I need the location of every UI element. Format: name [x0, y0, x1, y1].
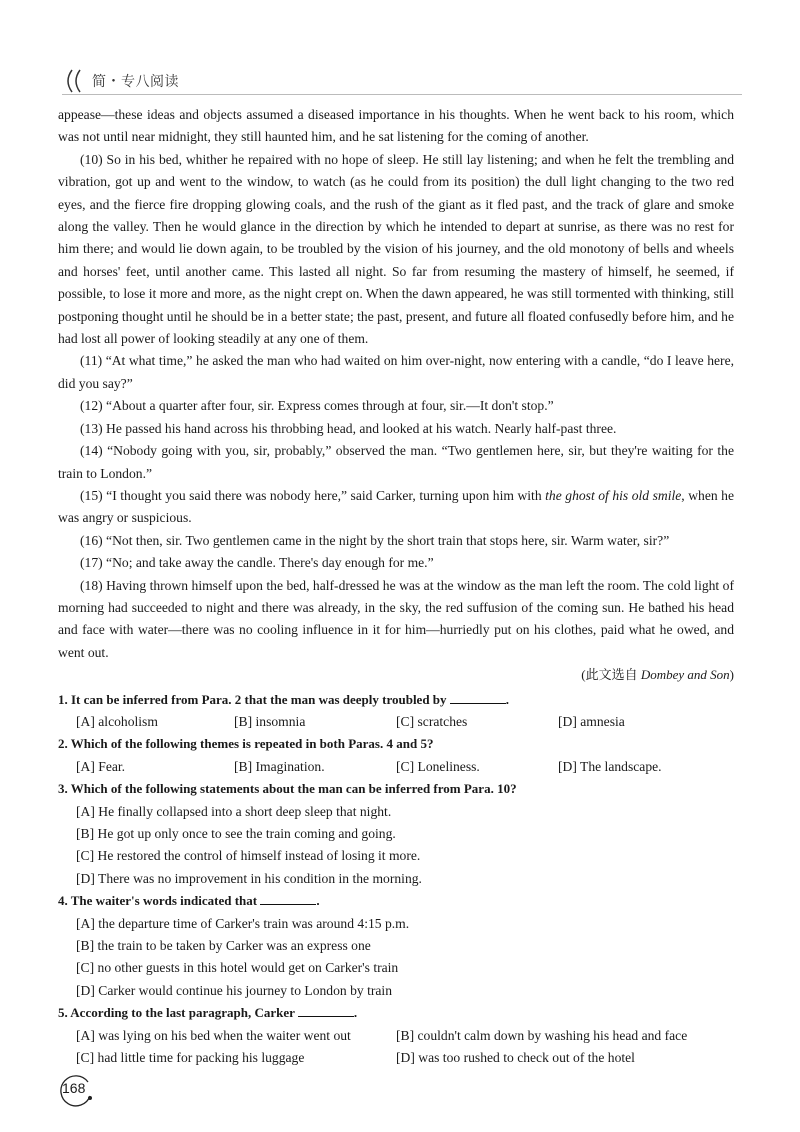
question-stem	[58, 1002, 734, 1024]
option-a[interactable]: [A] alcoholism	[76, 713, 158, 729]
page-number-badge	[58, 1072, 94, 1108]
option-c[interactable]: [C] scratches	[396, 713, 468, 729]
option-a[interactable]: [A] the departure time of Carker's train was around 4:15 p.m.	[76, 915, 410, 931]
page-header	[62, 66, 742, 96]
passage-paragraph: (11) “At what time,” he asked the man who had waited on him over-night, now entering with a candle, “do I leave here, did you say?”	[58, 353, 734, 391]
question-end: .	[353, 1005, 358, 1021]
option-b[interactable]: [B] insomnia	[234, 713, 306, 729]
options-row	[58, 711, 734, 733]
questions-section	[58, 689, 734, 1070]
option-d[interactable]: [D] There was no improvement in his condition in the morning.	[76, 870, 422, 886]
para15-text: (15) “I thought you said there was nobody here,” said Carker, turning upon him with	[80, 487, 546, 503]
answer-blank	[260, 892, 316, 905]
option-c[interactable]: [C] He restored the control of himself instead of losing it more.	[76, 848, 421, 864]
options-row	[58, 1025, 734, 1047]
option-c[interactable]: [C] had little time for packing his luggage	[76, 1050, 305, 1066]
option-a[interactable]: [A] was lying on his bed when the waiter went out	[76, 1027, 351, 1043]
source-citation	[581, 664, 734, 686]
answer-blank	[450, 691, 506, 704]
option-c[interactable]: [C] Loneliness.	[396, 758, 480, 774]
question-end: .	[505, 691, 510, 707]
passage-paragraph: (12) “About a quarter after four, sir. Express comes through at four, sir.—It don't stop.”	[80, 398, 554, 414]
question-stem	[58, 689, 734, 711]
options-row	[58, 1047, 734, 1069]
option-b[interactable]: [B] couldn't calm down by washing his head and face	[396, 1027, 688, 1043]
passage-paragraph: appease—these ideas and objects assumed a diseased importance in his thoughts. When he went back to his room, which was not until near midnight, they still haunted him, and he sat listening for the coming of another.	[58, 107, 734, 145]
page-content	[58, 104, 734, 1069]
bracket-logo-icon	[62, 68, 86, 94]
header-divider	[62, 94, 742, 95]
option-a[interactable]: [A] He finally collapsed into a short deep sleep that night.	[76, 803, 392, 819]
source-line	[58, 664, 734, 686]
question-stem	[58, 890, 734, 912]
para15-text-end: , when he was angry or suspicious.	[58, 487, 734, 526]
option-c[interactable]: [C] no other guests in this hotel would get on Carker's train	[76, 960, 399, 976]
option-d[interactable]: [D] Carker would continue his journey to London by train	[76, 982, 392, 998]
question-text: 5. According to the last paragraph, Carker	[58, 1005, 295, 1021]
passage-paragraph: (14) “Nobody going with you, sir, probably,” observed the man. “Two gentlemen here, sir, but they're waiting for the train to London.”	[58, 443, 734, 481]
source-suffix: )	[729, 667, 734, 683]
question-stem	[58, 733, 734, 755]
option-d[interactable]: [D] was too rushed to check out of the hotel	[396, 1050, 635, 1066]
passage-paragraph: (16) “Not then, sir. Two gentlemen came in the night by the short train that stops here, sir. Warm water, sir?”	[80, 532, 670, 548]
passage-paragraph: (17) “No; and take away the candle. There's day enough for me.”	[80, 555, 434, 571]
option-b[interactable]: [B] He got up only once to see the train coming and going.	[76, 826, 396, 841]
source-prefix: (此文选自	[581, 667, 641, 683]
option-b[interactable]: [B] the train to be taken by Carker was an express one	[76, 938, 371, 954]
option-d[interactable]: [D] amnesia	[558, 713, 625, 729]
answer-blank	[298, 1004, 354, 1017]
option-b[interactable]: [B] Imagination.	[234, 758, 325, 774]
option-d[interactable]: [D] The landscape.	[558, 758, 662, 774]
question-end: .	[316, 893, 320, 909]
passage-paragraph: (13) He passed his hand across his throbbing head, and looked at his watch. Nearly half-past three.	[80, 420, 617, 436]
question-text: 1. It can be inferred from Para. 2 that the man was deeply troubled by	[58, 691, 447, 707]
question-stem	[58, 778, 734, 800]
question-text: 3. Which of the following statements about the man can be inferred from Para. 10?	[58, 781, 517, 797]
source-title: Dombey and Son	[640, 667, 730, 683]
para15-italic: the ghost of his old smile	[545, 487, 682, 503]
page-number: 168	[62, 1080, 86, 1096]
question-text: 4. The waiter's words indicated that	[58, 893, 258, 909]
options-row	[58, 756, 734, 778]
passage-paragraph: (10) So in his bed, whither he repaired with no hope of sleep. He still lay listening; and when he felt the trembling and vibration, got up and went to the window, to watch (as he could from its position) the dull light changing to the two red eyes, and the fierce fire dropping glowing coals, and the rush of the giant as it fled past, and the track of glare and smoke along the valley. Then he would glance in the direction by which he intended to depart at sunrise, as there was no rest for him there; and would lie down again, to be troubled by the vision of his journey, and the old monotony of bells and wheels and horses' feet, until another came. This lasted all night. So far from resuming the mastery of himself, he seemed, if possible, to lose it more and more, as the night crept on. When the dawn appeared, he was still tormented with thinking, still postponing thought until he should be in a better state; the past, present, and future all floated confusedly before him, and he had lost all power of looking steadily at any one of them.	[58, 151, 734, 347]
option-a[interactable]: [A] Fear.	[76, 758, 126, 774]
passage-paragraph-15	[58, 485, 734, 530]
passage-paragraph: (18) Having thrown himself upon the bed, half-dressed he was at the window as the man left the room. The cold light of morning had succeeded to night and there was already, in the sky, the red suffusion of the coming sun. He bathed his head and face with water—there was no cooling influence in it for him—hurriedly put on his clothes, paid what he owed, and went out.	[58, 577, 734, 660]
header-title: 简・专八阅读	[92, 74, 179, 90]
question-text: 2. Which of the following themes is repeated in both Paras. 4 and 5?	[58, 736, 434, 752]
